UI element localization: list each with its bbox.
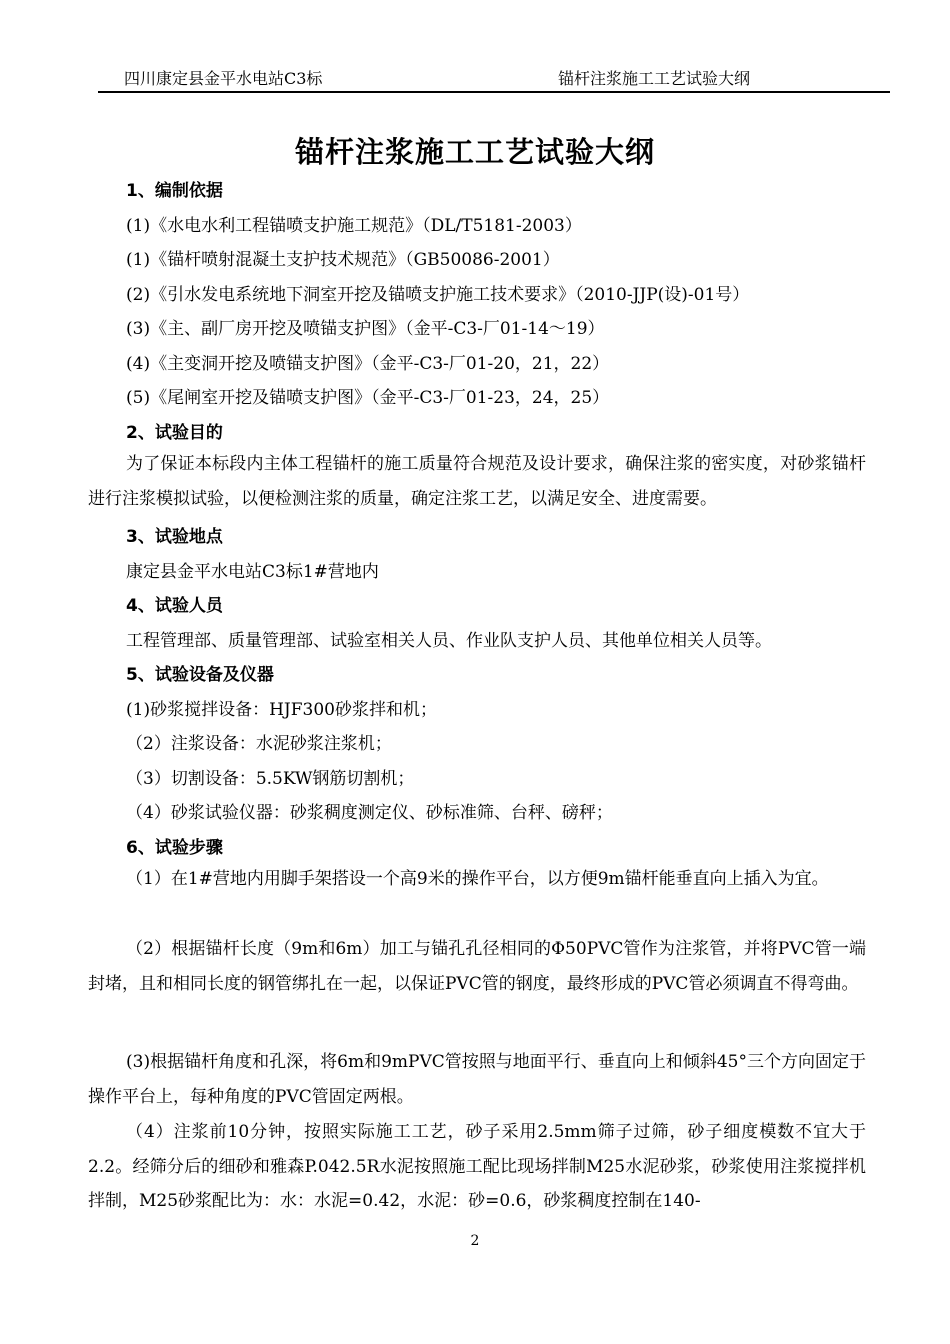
section-heading-5: 5、试验设备及仪器 [126,665,274,685]
header-right-text: 锚杆注浆施工工艺试验大纲 [558,69,751,88]
section-heading-1: 1、编制依据 [126,181,223,201]
step-paragraph-1: （1）在1#营地内用脚手架搭设一个高9米的操作平台，以方便9m锚杆能垂直向上插入为宜。 [126,869,829,889]
basis-item: (3)《主、副厂房开挖及喷锚支护图》（金平-C3-厂01-14～19） [126,319,605,339]
header-rule [98,91,890,93]
personnel-text: 工程管理部、质量管理部、试验室相关人员、作业队支护人员、其他单位相关人员等。 [126,631,772,651]
step-paragraph-3: (3)根据锚杆角度和孔深，将6m和9mPVC管按照与地面平行、垂直向上和倾斜45°三个方向固定于操作平台上，每种角度的PVC管固定两根。 [88,1052,866,1107]
header-left-text: 四川康定县金平水电站C3标 [124,69,323,88]
section-heading-2: 2、试验目的 [126,423,223,443]
step-paragraph-2: （2）根据锚杆长度（9m和6m）加工与锚孔孔径相同的Φ50PVC管作为注浆管，并将PVC管一端封堵，且和相同长度的钢管绑扎在一起，以保证PVC管的钢度，最终形成的PVC管必须调直不得弯曲。 [88,939,866,994]
step-paragraph-4: （4）注浆前10分钟，按照实际施工工艺，砂子采用2.5mm筛子过筛，砂子细度模数不宜大于2.2。经筛分后的细砂和雅森P.042.5R水泥按照施工配比现场拌制M25水泥砂浆，砂浆使用注浆搅拌机拌制，M25砂浆配比为：水：水泥=0.42，水泥：砂=0.6，砂浆稠度控制在140- [88,1122,866,1211]
equipment-item: （2）注浆设备：水泥砂浆注浆机； [126,734,392,754]
equipment-item: (1)砂浆搅拌设备：HJF300砂浆拌和机； [126,700,437,720]
page-number: 2 [470,1233,480,1249]
location-text: 康定县金平水电站C3标1#营地内 [126,562,379,582]
basis-item: (4)《主变洞开挖及喷锚支护图》（金平-C3-厂01-20，21，22） [126,354,610,374]
basis-item: (1)《水电水利工程锚喷支护施工规范》（DL/T5181-2003） [126,216,582,236]
basis-item: (5)《尾闸室开挖及锚喷支护图》（金平-C3-厂01-23，24，25） [126,388,610,408]
section-heading-3: 3、试验地点 [126,527,223,547]
basis-item: (2)《引水发电系统地下洞室开挖及锚喷支护施工技术要求》（2010-JJP(设)-01号） [126,285,750,305]
document-title: 锚杆注浆施工工艺试验大纲 [294,135,655,169]
equipment-item: （4）砂浆试验仪器：砂浆稠度测定仪、砂标准筛、台秤、磅秤； [126,803,613,823]
section-heading-4: 4、试验人员 [126,596,223,616]
equipment-item: （3）切割设备：5.5KW钢筋切割机； [126,769,415,789]
purpose-paragraph: 为了保证本标段内主体工程锚杆的施工质量符合规范及设计要求，确保注浆的密实度，对砂浆锚杆进行注浆模拟试验，以便检测注浆的质量，确定注浆工艺，以满足安全、进度需要。 [88,454,866,509]
section-heading-6: 6、试验步骤 [126,838,223,858]
basis-item: (1)《锚杆喷射混凝土支护技术规范》（GB50086-2001） [126,250,560,270]
